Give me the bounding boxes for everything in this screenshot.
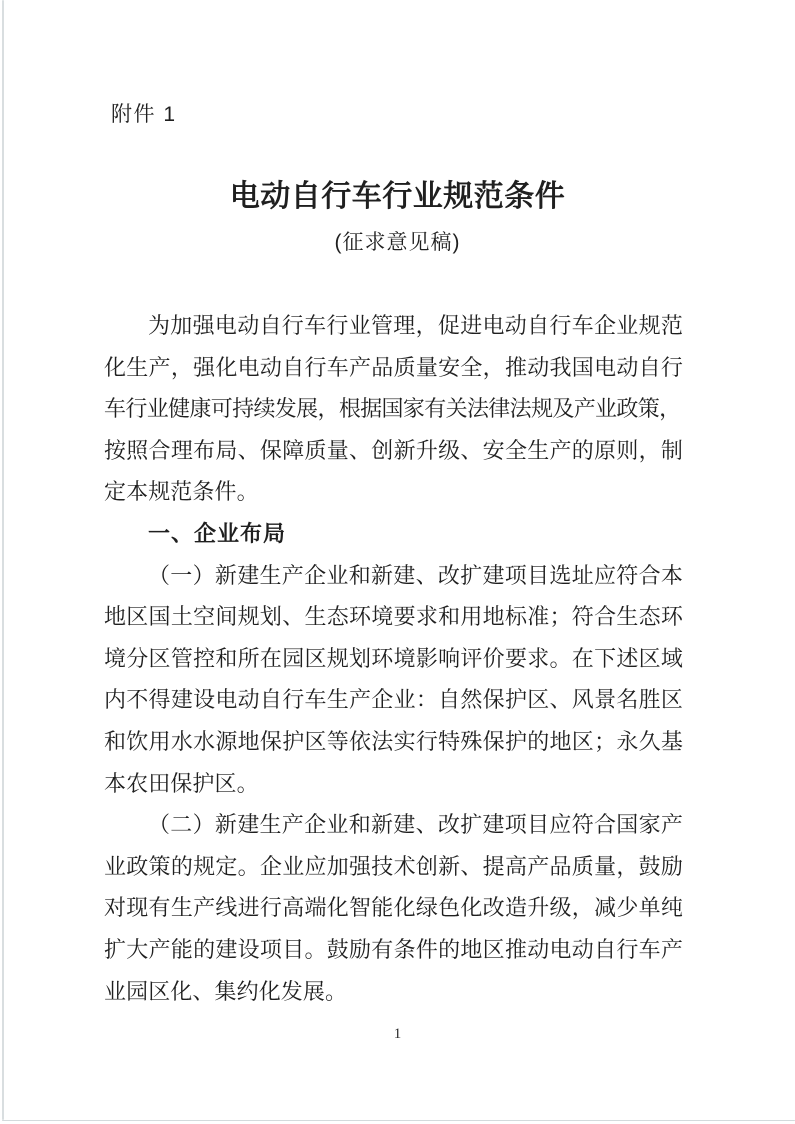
body-line: 业政策的规定。企业应加强技术创新、提高产品质量，鼓励 (104, 853, 683, 879)
body-line: 地区国土空间规划、生态环境要求和用地标准；符合生态环 (104, 604, 683, 630)
page-number: 1 (393, 1026, 402, 1042)
body-line: 对现有生产线进行高端化智能化绿色化改造升级，减少单纯 (104, 895, 683, 921)
section-heading-line: 一、企业布局 (148, 520, 287, 546)
page-bottom-edge-line (2, 1120, 795, 1122)
body-line: 业园区化、集约化发展。 (104, 978, 348, 1004)
body-line: 境分区管控和所在园区规划环境影响评价要求。在下述区域 (104, 645, 683, 671)
document-body (104, 305, 683, 1012)
body-line: 化生产，强化电动自行车产品质量安全，推动我国电动自行 (104, 354, 683, 380)
body-line: 和饮用水水源地保护区等依法实行特殊保护的地区；永久基 (104, 728, 683, 754)
document-subtitle: (征求意见稿) (334, 231, 461, 254)
body-line: 内不得建设电动自行车生产企业：自然保护区、风景名胜区 (104, 687, 683, 713)
body-line: 扩大产能的建设项目。鼓励有条件的地区推动电动自行车产 (104, 936, 683, 962)
body-line: 按照合理布局、保障质量、创新升级、安全生产的原则，制 (104, 437, 683, 463)
attachment-label: 附件 1 (111, 103, 177, 126)
body-line: （二）新建生产企业和新建、改扩建项目应符合国家产 (148, 812, 683, 838)
document-title: 电动自行车行业规范条件 (229, 180, 566, 213)
body-line: 本农田保护区。 (104, 770, 259, 796)
body-line: （一）新建生产企业和新建、改扩建项目选址应符合本 (148, 562, 683, 588)
page-left-edge-line (2, 0, 4, 1120)
body-line: 车行业健康可持续发展，根据国家有关法律法规及产业政策， (104, 396, 681, 422)
body-line: 定本规范条件。 (104, 479, 259, 505)
body-line: 为加强电动自行车行业管理，促进电动自行车企业规范 (148, 313, 683, 338)
